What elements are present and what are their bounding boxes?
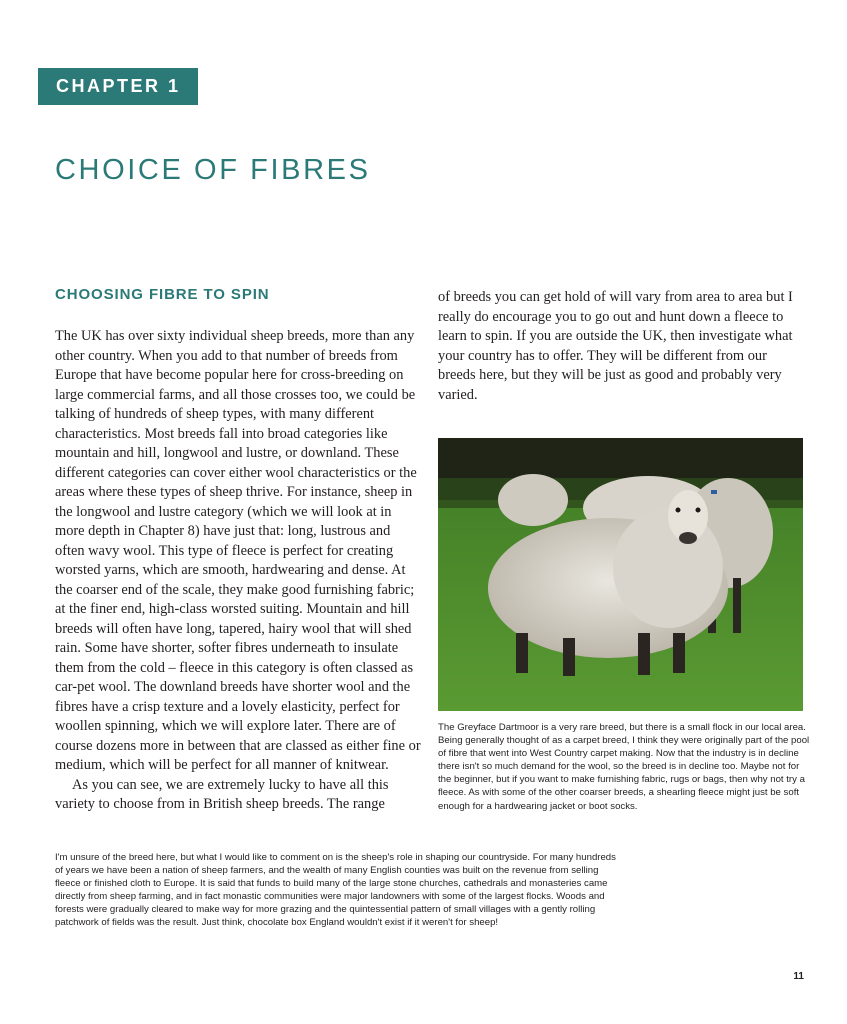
chapter-label: CHAPTER 1 xyxy=(56,76,181,96)
sidebar-note: I'm unsure of the breed here, but what I would like to comment on is the sheep's role in shaping our countryside. For many hundreds of years we have been a nation of sheep farmers, and the wealth of many English counties was built on the revenue from selling fleece or finished cloth to Europe. It is said that funds to build many of the large stone churches, cathedrals and monasteries came directly from sheep farming, and in fact monastic communities were major landowners with some of the largest flocks. Woods and forests were gradually cleared to make way for more grazing and the quintessential pattern of small villages with a gently rolling patchwork of fields was the result. Just think, chocolate box England wouldn't exist if it weren't for sheep! xyxy=(55,852,616,929)
right-column xyxy=(438,288,808,405)
sheep-photo xyxy=(438,438,803,711)
page-number: 11 xyxy=(793,971,804,982)
body-paragraph: As you can see, we are extremely lucky to have all this variety to choose from in British sheep breeds. The range xyxy=(55,776,389,812)
page-title: CHOICE OF FIBRES xyxy=(55,154,371,186)
body-paragraph: of breeds you can get hold of will vary from area to area but I really do encourage you to go out and hunt down a fleece to learn to spin. If you are outside the UK, then investigate what your country has to offer. They will be different from our breeds here, but they will be just as good and probably very varied. xyxy=(438,289,793,403)
section-heading: CHOOSING FIBRE TO SPIN xyxy=(55,286,270,303)
body-paragraph: The UK has over sixty individual sheep breeds, more than any other country. When you add to that number of breeds from Europe that have become popular here for cross-breeding on large commercial farms, and all those crosses too, we could be talking of hundreds of sheep types, with many different characteristics. Most breeds fall into broad categories like mountain and hill, longwool and lustre, or downland. These different categories can cover either wool characteristics or the areas where these types of sheep thrive. For instance, sheep in the longwool and lustre category (which we will look at in more depth in Chapter 8) have just that: long, lustrous and often wavy wool. This type of fleece is perfect for creating worsted yarns, which are smooth, hardwearing and dense. At the coarser end of the scale, they make good furnishing fabric; at the finer end, high-class worsted suiting. Mountain and hill breeds will often have long, tapered, hairy wool that will shed rain. Some have shorter, softer fibres underneath to insulate them from the cold – fleece in this category is often classed as car-pet wool. The downland breeds have shorter wool and the fibres have a crisp texture and a lovely elasticity, perfect for woollen spinning, which we will explore later. There are of course dozens more in between that are classed as either fine or medium, which will be perfect for all manner of knitwear. xyxy=(55,328,421,773)
sheep-photo-illustration xyxy=(438,438,803,711)
chapter-badge xyxy=(38,68,198,105)
left-column xyxy=(55,327,421,815)
photo-caption: The Greyface Dartmoor is a very rare breed, but there is a small flock in our local area. Being generally thought of as a carpet breed, I think they were originally part of the pool of fibre that went into West Country carpet making. Now that the industry is in decline there isn't so much demand for the wool, so the breed is in decline too. Maybe not for the beginner, but if you want to make furnishing fabric, rugs or bags, then why not try a fleece. As with some of the other coarser breeds, a shearling fleece might just be soft enough for a hardwearing jacket or boot socks. xyxy=(438,722,810,812)
